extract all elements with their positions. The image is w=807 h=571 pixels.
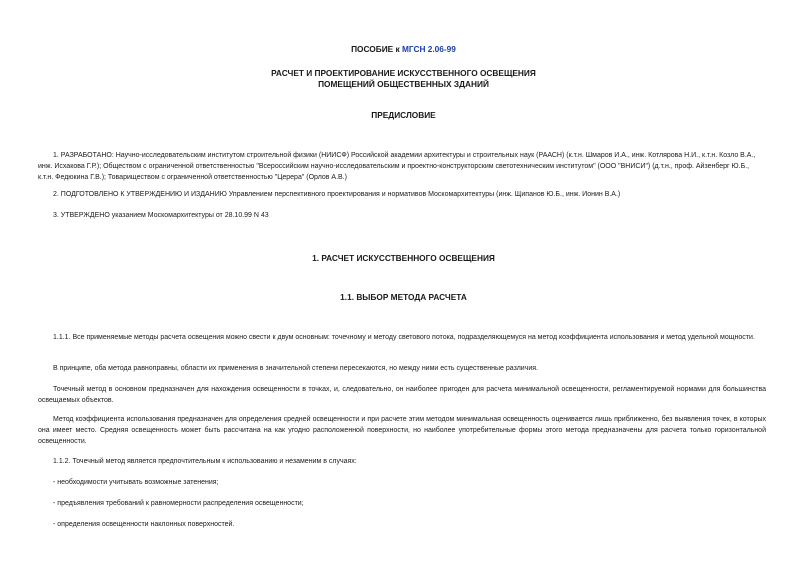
- section-subtitle: 1.1. ВЫБОР МЕТОДА РАСЧЕТА: [340, 292, 467, 302]
- preface-item-2: 2. ПОДГОТОВЛЕНО К УТВЕРЖДЕНИЮ И ИЗДАНИЮ Управлением перспективного проектирования и нормативов Москомархитектуры (инж. Щипанов Ю.Б., инж. Ионин В.А.): [53, 191, 621, 198]
- body-paragraph-3: Точечный метод в основном предназначен для нахождения освещенности в точках, и, следовательно, он наиболее пригоден для расчета минимальной освещенности, регламентируемой нормами для большинства освещаемых объектов.: [38, 386, 766, 404]
- document-title-line1: РАСЧЕТ И ПРОЕКТИРОВАНИЕ ИСКУССТВЕННОГО ОСВЕЩЕНИЯ: [271, 68, 536, 78]
- document-title-line2: ПОМЕЩЕНИЙ ОБЩЕСТВЕННЫХ ЗДАНИЙ: [318, 79, 489, 89]
- list-item-1: - необходимости учитывать возможные затенения;: [53, 479, 219, 486]
- document-header: [0, 44, 807, 55]
- section-title: 1. РАСЧЕТ ИСКУССТВЕННОГО ОСВЕЩЕНИЯ: [312, 253, 495, 263]
- body-paragraph-2: В принципе, оба метода равноправны, области их применения в значительной степени пересекаются, но между ними есть существенные различия.: [53, 365, 538, 372]
- body-paragraph-1: 1.1.1. Все применяемые методы расчета освещения можно свести к двум основным: точечному и методу светового потока, подразделяющемуся на метод коэффициента использования и метод удельной мощности.: [53, 334, 755, 341]
- doc-link[interactable]: МГСН 2.06-99: [401, 44, 456, 54]
- preface-item-1: 1. РАЗРАБОТАНО: Научно-исследовательским институтом строительной физики (НИИСФ) Российской академии архитектуры и строительных наук (РААСН) (к.т.н. Шмаров И.А., инж. Котлярова Н.И., к.т.н. Козло В.А., инж. Исхакова Г.Р.); Обществом с ограниченной ответственностью "Всероссийским научно-исследовательским и проектно-конструкторским светотехническим институтом" (ООО "ВНИСИ") (д.т.н., проф. Айзенберг Ю.Б., к.т.н. Федюкина Г.В.); Товариществом с ограниченной ответственностью "Церера" (Орлов А.В.): [38, 152, 756, 181]
- list-item-2: - предъявления требований к равномерности распределения освещенности;: [53, 500, 304, 507]
- list-item-3: - определения освещенности наклонных поверхностей.: [53, 521, 235, 528]
- preface-item-3: 3. УТВЕРЖДЕНО указанием Москомархитектуры от 28.10.99 N 43: [53, 212, 269, 219]
- preface-heading: ПРЕДИСЛОВИЕ: [371, 110, 436, 120]
- body-paragraph-5: 1.1.2. Точечный метод является предпочтительным к использованию и незаменим в случаях:: [53, 458, 357, 465]
- body-paragraph-4: Метод коэффициента использования предназначен для определения средней освещенности и при расчете этим методом минимальная освещенность оценивается лишь приближенно, без выявления точек, в которых она имеет место. Средняя освещенность может быть рассчитана на как угодно расположенной поверхности, но наиболее употребительные формы этого метода предназначены для расчета только горизонтальной освещенности.: [38, 416, 766, 445]
- header-prefix: ПОСОБИЕ к: [351, 44, 402, 54]
